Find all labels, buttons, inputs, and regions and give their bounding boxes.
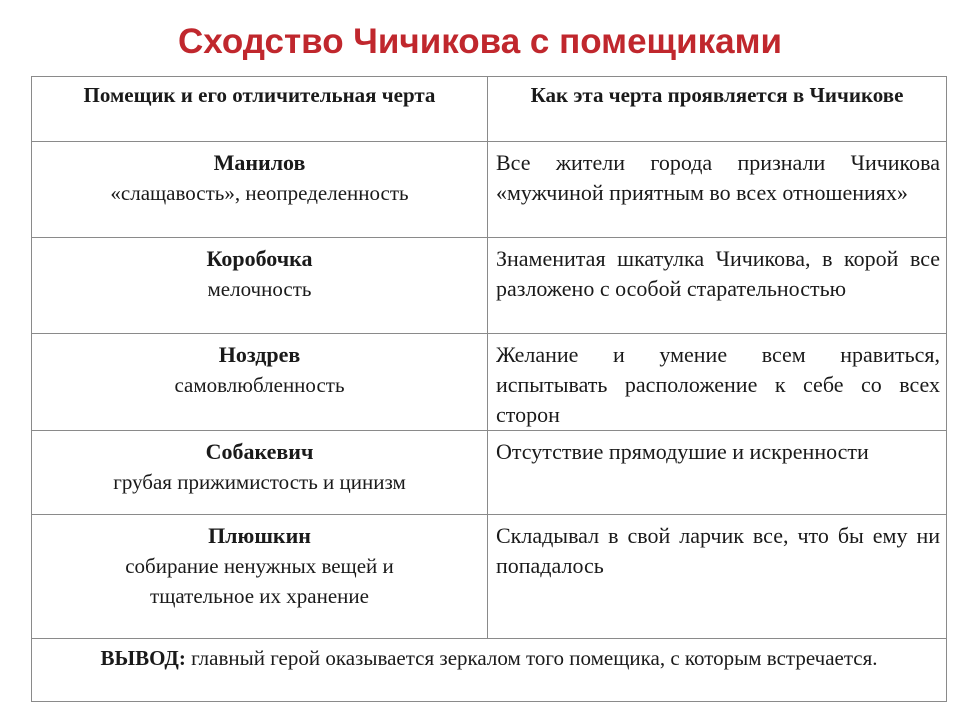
table-row — [32, 142, 947, 238]
landowner-name: Манилов — [213, 150, 306, 175]
conclusion-text: главный герой оказывается зеркалом того помещика, с которым встречается. — [185, 646, 878, 670]
table-row — [32, 334, 947, 431]
manifestation-cell — [488, 238, 947, 334]
landowner-name: Коробочка — [206, 246, 313, 271]
manifestation-text: Желание и умение всем нравиться, испытывать расположение к себе со всех сторон — [496, 342, 940, 427]
manifestation-cell — [488, 515, 947, 639]
manifestation-cell — [488, 431, 947, 515]
conclusion-cell — [32, 639, 947, 702]
conclusion-row — [32, 639, 947, 702]
landowner-trait: собирание ненужных вещей и тщательное их хранение — [125, 554, 394, 608]
manifestation-text: Отсутствие прямодушие и искренности — [496, 439, 869, 464]
landowner-trait: грубая прижимистость и цинизм — [113, 470, 406, 494]
column-header-manifestation: Как эта черта проявляется в Чичикове — [488, 77, 947, 142]
landowner-cell — [32, 142, 488, 238]
table-row — [32, 238, 947, 334]
landowner-trait: мелочность — [207, 277, 312, 301]
landowner-cell — [32, 515, 488, 639]
landowner-cell — [32, 334, 488, 431]
manifestation-cell — [488, 142, 947, 238]
manifestation-text: Знаменитая шкатулка Чичикова, в корой все разложено с особой старательностью — [496, 246, 940, 301]
manifestation-cell — [488, 334, 947, 431]
landowner-name: Собакевич — [205, 439, 314, 464]
landowner-trait: самовлюбленность — [174, 373, 345, 397]
table-row — [32, 515, 947, 639]
conclusion-label: ВЫВОД: — [100, 646, 186, 670]
table-header-row — [32, 77, 947, 142]
comparison-table — [31, 76, 947, 702]
landowner-trait: «слащавость», неопределенность — [110, 181, 409, 205]
landowner-name: Ноздрев — [218, 342, 301, 367]
table-row — [32, 431, 947, 515]
landowner-name: Плюшкин — [208, 523, 311, 548]
manifestation-text: Складывал в свой ларчик все, что бы ему ни попадалось — [496, 523, 940, 578]
manifestation-text: Все жители города признали Чичикова «мужчиной приятным во всех отношениях» — [496, 150, 940, 205]
page-title: Сходство Чичикова с помещиками — [178, 22, 782, 61]
landowner-cell — [32, 431, 488, 515]
column-header-landowner: Помещик и его отличительная черта — [32, 77, 488, 142]
landowner-cell — [32, 238, 488, 334]
